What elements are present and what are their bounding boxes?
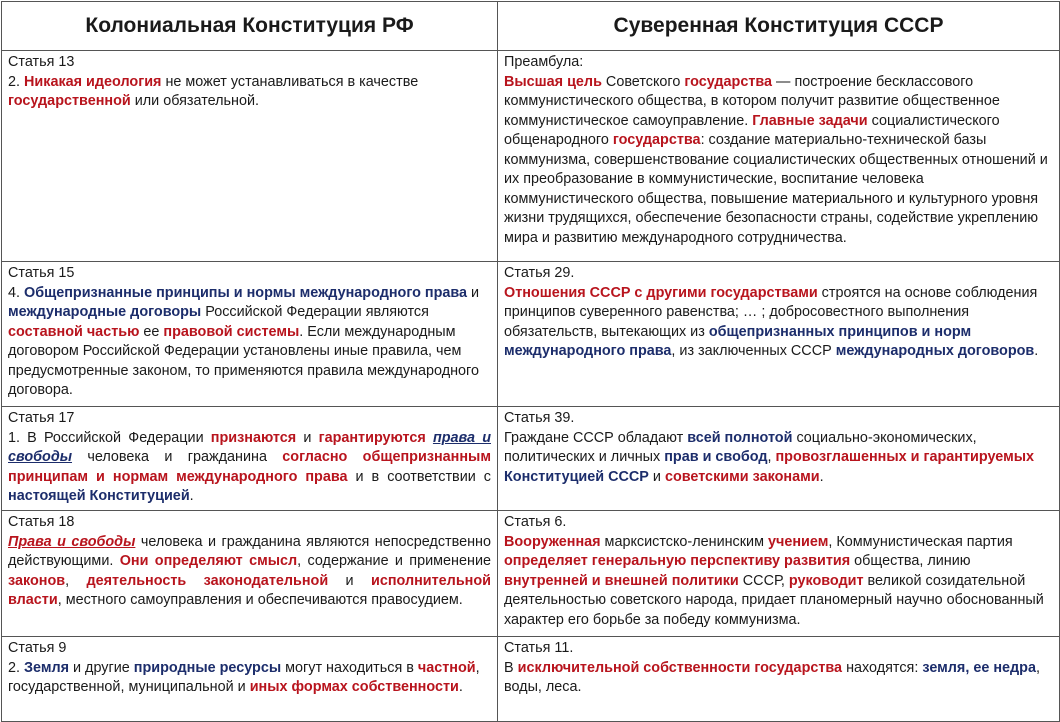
highlight: исполнительной власти bbox=[8, 572, 491, 608]
text: . bbox=[458, 679, 463, 695]
text: , из заключенных СССР bbox=[671, 343, 836, 359]
text: ее bbox=[139, 323, 164, 340]
highlight: деятельность законодательной bbox=[86, 572, 329, 589]
text: и bbox=[648, 468, 665, 485]
article-label: Статья 39. bbox=[504, 410, 575, 426]
article-label: Статья 18 bbox=[8, 514, 75, 530]
highlight: исключительной собственности государства bbox=[517, 659, 843, 676]
table-row bbox=[2, 511, 1060, 637]
highlight-blue: Земля bbox=[24, 659, 70, 676]
text: 2. bbox=[8, 659, 24, 676]
highlight: правовой системы bbox=[163, 323, 300, 340]
highlight: согласно общепризнанным принципам и нормам международного права bbox=[8, 449, 491, 485]
comparison-page bbox=[0, 1, 1060, 713]
highlight-blue: природные ресурсы bbox=[133, 659, 282, 676]
text: великой созидательной деятельностью советского народа, придает планомерный научно обоснованный характер его борьбе за победу коммунизма. bbox=[504, 572, 1044, 628]
highlight: Права и свободы bbox=[8, 533, 136, 550]
highlight: советскими законами bbox=[664, 468, 820, 485]
text: В bbox=[504, 659, 518, 676]
highlight: провозглашенных и гарантируемых bbox=[775, 449, 1035, 465]
cell-left bbox=[2, 637, 498, 722]
highlight-blue: общепризнанных принципов и норм международного права bbox=[504, 323, 972, 359]
highlight-blue: настоящей Конституцией bbox=[8, 488, 190, 504]
article-label: Статья 6. bbox=[504, 514, 567, 530]
text: , bbox=[767, 449, 776, 465]
header-left: Колониальная Конституция РФ bbox=[2, 2, 498, 51]
highlight: внутренней и внешней политики bbox=[504, 572, 739, 589]
highlight-blue: прав и свобод bbox=[664, 449, 768, 465]
text: и другие bbox=[69, 659, 134, 676]
text: или обязательной. bbox=[130, 93, 260, 109]
highlight-blue: международные договоры bbox=[8, 304, 202, 320]
text: . Если международным договором Российской Федерации установлены иные правила, чем предусмотренные законом, то применяются правила международного договора. bbox=[8, 323, 479, 398]
text: , Коммунистическая партия bbox=[828, 533, 1013, 550]
text: , воды, леса. bbox=[504, 659, 1040, 695]
text: . bbox=[189, 488, 194, 504]
text: 1. В Российской Федерации bbox=[8, 429, 211, 446]
highlight: частной bbox=[417, 659, 476, 676]
table-row bbox=[2, 407, 1060, 511]
text: СССР, bbox=[738, 572, 789, 589]
article-label: Статья 13 bbox=[8, 54, 75, 70]
cell-right bbox=[498, 407, 1060, 511]
table-row bbox=[2, 51, 1060, 262]
highlight-blue: земля, ее недра bbox=[922, 659, 1036, 676]
highlight: государства bbox=[612, 132, 701, 148]
cell-left bbox=[2, 511, 498, 637]
highlight: признаются bbox=[210, 429, 297, 446]
text: , содержание и применение bbox=[297, 553, 491, 569]
highlight: определяет генеральную перспективу развития bbox=[504, 553, 851, 569]
text: : создание материально-технической базы коммунизма, совершенствование социалистических общественных отношений и их преобразование в коммунистические, воспитание человека коммунистического общества, повышение материального и культурного уровня жизни трудящихся, обеспечение безопасности страны, содействие укреплению мира и развитию международного сотрудничества. bbox=[504, 132, 1048, 246]
highlight-blue: международных договоров bbox=[835, 343, 1035, 359]
text: . bbox=[819, 468, 824, 485]
table-row bbox=[2, 262, 1060, 407]
text: человека и гражданина являются непосредственно действующими. bbox=[8, 533, 491, 569]
highlight-blue: права и свободы bbox=[8, 429, 491, 465]
article-label: Статья 15 bbox=[8, 265, 75, 281]
text bbox=[426, 430, 433, 446]
highlight: государственной bbox=[8, 93, 131, 109]
text: не может устанавливаться в качестве bbox=[161, 73, 419, 90]
highlight: Главные задачи bbox=[752, 112, 868, 129]
highlight: Никакая идеология bbox=[24, 73, 162, 90]
header-row bbox=[2, 2, 1060, 51]
text: и bbox=[328, 572, 371, 589]
text: Российской Федерации являются bbox=[201, 304, 429, 320]
text: социалистического общенародного bbox=[504, 112, 1000, 148]
highlight-blue: всей полнотой bbox=[687, 429, 793, 446]
text: и bbox=[296, 429, 319, 446]
highlight: Вооруженная bbox=[504, 533, 601, 550]
text: , государственной, муниципальной и bbox=[8, 659, 480, 695]
highlight-blue: Общепризнанные принципы и нормы международного права bbox=[24, 284, 468, 301]
highlight: государства bbox=[684, 73, 773, 90]
text: , местного самоуправления и обеспечиваются правосудием. bbox=[57, 592, 463, 608]
highlight: Они определяют смысл bbox=[119, 553, 298, 569]
article-label: Статья 17 bbox=[8, 410, 75, 426]
highlight: составной частью bbox=[8, 323, 140, 340]
highlight: учением bbox=[767, 533, 829, 550]
text: человека и гражданина bbox=[72, 449, 283, 465]
cell-right bbox=[498, 511, 1060, 637]
article-label: Статья 11. bbox=[504, 640, 574, 656]
comparison-table bbox=[1, 1, 1060, 722]
text: общества, линию bbox=[850, 553, 971, 569]
text: социально-экономических, политических и личных bbox=[504, 429, 977, 465]
text: 2. bbox=[8, 73, 24, 90]
cell-right bbox=[498, 637, 1060, 722]
article-label: Статья 29. bbox=[504, 265, 575, 281]
highlight-blue: Конституцией СССР bbox=[504, 468, 649, 485]
highlight: Отношения СССР с другими государствами bbox=[504, 284, 818, 301]
highlight: Высшая цель bbox=[504, 73, 602, 90]
cell-left bbox=[2, 51, 498, 262]
text: строятся на основе соблюдения принципов суверенного равенства; … ; добросовестного выполнения обязательств, вытекающих из bbox=[504, 284, 1038, 340]
article-label: Статья 9 bbox=[8, 640, 67, 656]
table-row bbox=[2, 637, 1060, 722]
text: , bbox=[65, 572, 87, 589]
highlight: гарантируются bbox=[318, 429, 426, 446]
header-right: Суверенная Конституция СССР bbox=[498, 2, 1060, 51]
text: марксистско-ленинским bbox=[600, 533, 768, 550]
text: Граждане СССР обладают bbox=[504, 429, 688, 446]
text: . bbox=[1034, 343, 1039, 359]
highlight: иных формах собственности bbox=[249, 679, 459, 695]
highlight: руководит bbox=[788, 572, 864, 589]
cell-right bbox=[498, 262, 1060, 407]
cell-right bbox=[498, 51, 1060, 262]
text: могут находиться в bbox=[281, 659, 418, 676]
cell-left bbox=[2, 407, 498, 511]
text: — построение бесклассового коммунистического общества, в котором получит развитие общественное коммунистическое самоуправление. bbox=[504, 73, 1000, 129]
text: 4. bbox=[8, 284, 24, 301]
text: Советского bbox=[601, 73, 685, 90]
cell-left bbox=[2, 262, 498, 407]
article-label: Преамбула: bbox=[504, 54, 584, 70]
highlight: законов bbox=[8, 572, 66, 589]
text: и в соответствии с bbox=[347, 468, 491, 485]
text: находятся: bbox=[842, 659, 923, 676]
text: и bbox=[467, 284, 480, 301]
